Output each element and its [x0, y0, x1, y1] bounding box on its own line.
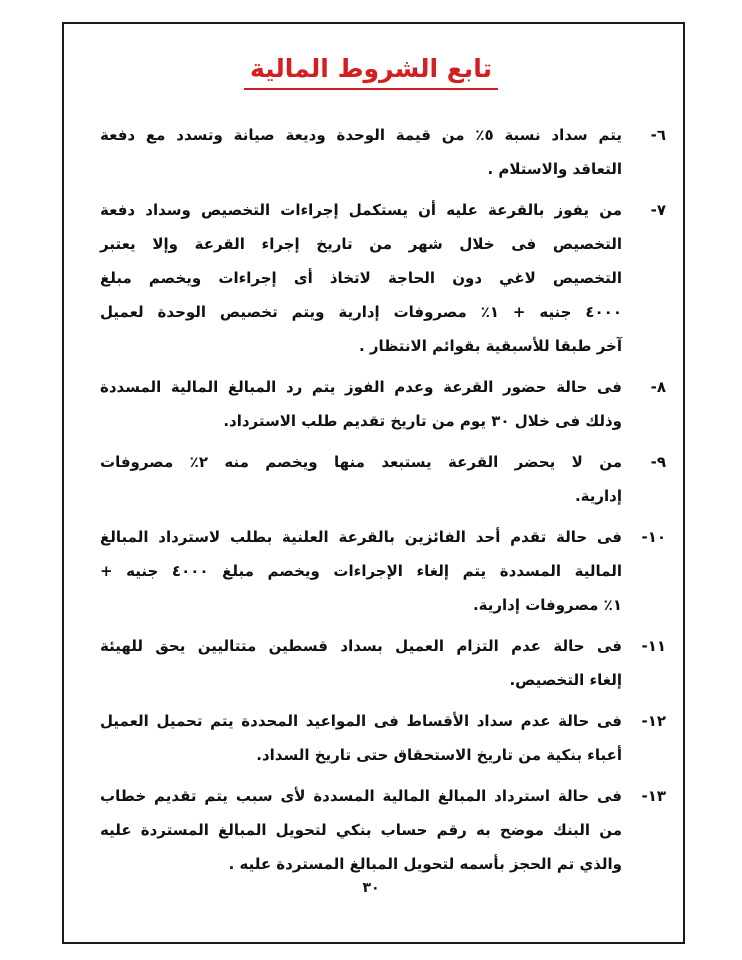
term-text	[100, 193, 622, 363]
term-text-line: فى حالة عدم سداد الأقساط فى المواعيد المحددة يتم تحميل العميل	[100, 712, 622, 730]
term-text	[100, 520, 622, 622]
term-text	[100, 370, 622, 438]
page-number: ٣٠	[362, 880, 380, 896]
term-text-line: فى حالة تقدم أحد الفائزين بالقرعة العلنية بطلب لاسترداد المبالغ	[100, 528, 622, 546]
term-item	[100, 118, 666, 186]
term-text-line: التخصيص فى خلال شهر من تاريخ إجراء القرعة وإلا يعتبر	[100, 235, 622, 253]
term-item	[100, 704, 666, 772]
term-item	[100, 520, 666, 622]
term-item	[100, 445, 666, 513]
page-title: تابع الشروط المالية	[244, 52, 498, 90]
term-number: ٩-	[650, 453, 666, 471]
term-text-line: فى حالة استرداد المبالغ المالية المسددة لأى سبب يتم تقديم خطاب	[100, 787, 622, 805]
term-text	[100, 629, 622, 697]
terms-list	[100, 118, 666, 888]
term-number: ١٢-	[641, 712, 666, 730]
term-text-line: آخر طبقا للأسبقية بقوائم الانتظار .	[359, 337, 622, 355]
term-text-line: من البنك موضح به رقم حساب بنكي لتحويل المبالغ المستردة عليه	[100, 821, 622, 839]
term-text-line: المالية المسددة يتم إلغاء الإجراءات ويخصم مبلغ ٤٠٠٠ جنيه +	[100, 562, 622, 580]
term-text-line: إدارية.	[574, 487, 622, 505]
term-item	[100, 370, 666, 438]
term-text	[100, 118, 622, 186]
term-text-line: يتم سداد نسبة ٥٪ من قيمة الوحدة وديعة صيانة وتسدد مع دفعة	[100, 126, 622, 144]
term-text-line: التخصيص لاغي دون الحاجة لاتخاذ أى إجراءات ويخصم مبلغ	[100, 269, 622, 287]
term-text	[100, 445, 622, 513]
term-text-line: ٤٠٠٠ جنيه + ١٪ مصروفات إدارية ويتم تخصيص الوحدة لعميل	[100, 303, 622, 321]
term-text-line: التعاقد والاستلام .	[487, 160, 622, 178]
term-text-line: فى حالة حضور القرعة وعدم الفوز يتم رد المبالغ المالية المسددة	[100, 378, 622, 396]
term-text-line: إلغاء التخصيص.	[509, 671, 622, 689]
term-item	[100, 629, 666, 697]
term-number: ٧-	[650, 201, 666, 219]
term-text-line: فى حالة عدم التزام العميل بسداد قسطين متتاليين يحق للهيئة	[100, 637, 622, 655]
term-item	[100, 193, 666, 363]
term-number: ١٣-	[641, 787, 666, 805]
term-text	[100, 704, 622, 772]
term-text-line: وذلك فى خلال ٣٠ يوم من تاريخ تقديم طلب الاسترداد.	[223, 412, 622, 430]
term-number: ٨-	[650, 378, 666, 396]
term-number: ١٠-	[641, 528, 666, 546]
title-container	[0, 52, 742, 90]
term-text-line: من يفوز بالقرعة عليه أن يستكمل إجراءات التخصيص وسداد دفعة	[100, 201, 622, 219]
term-number: ١١-	[641, 637, 666, 655]
term-text-line: من لا يحضر القرعة يستبعد منها ويخصم منه ٢٪ مصروفات	[100, 453, 622, 471]
term-text	[100, 779, 622, 881]
term-text-line: والذي تم الحجز بأسمه لتحويل المبالغ المستردة عليه .	[228, 855, 622, 873]
term-text-line: أعباء بنكية من تاريخ الاستحقاق حتى تاريخ السداد.	[256, 746, 622, 764]
term-number: ٦-	[650, 126, 666, 144]
term-item	[100, 779, 666, 881]
term-text-line: ١٪ مصروفات إدارية.	[472, 596, 622, 614]
